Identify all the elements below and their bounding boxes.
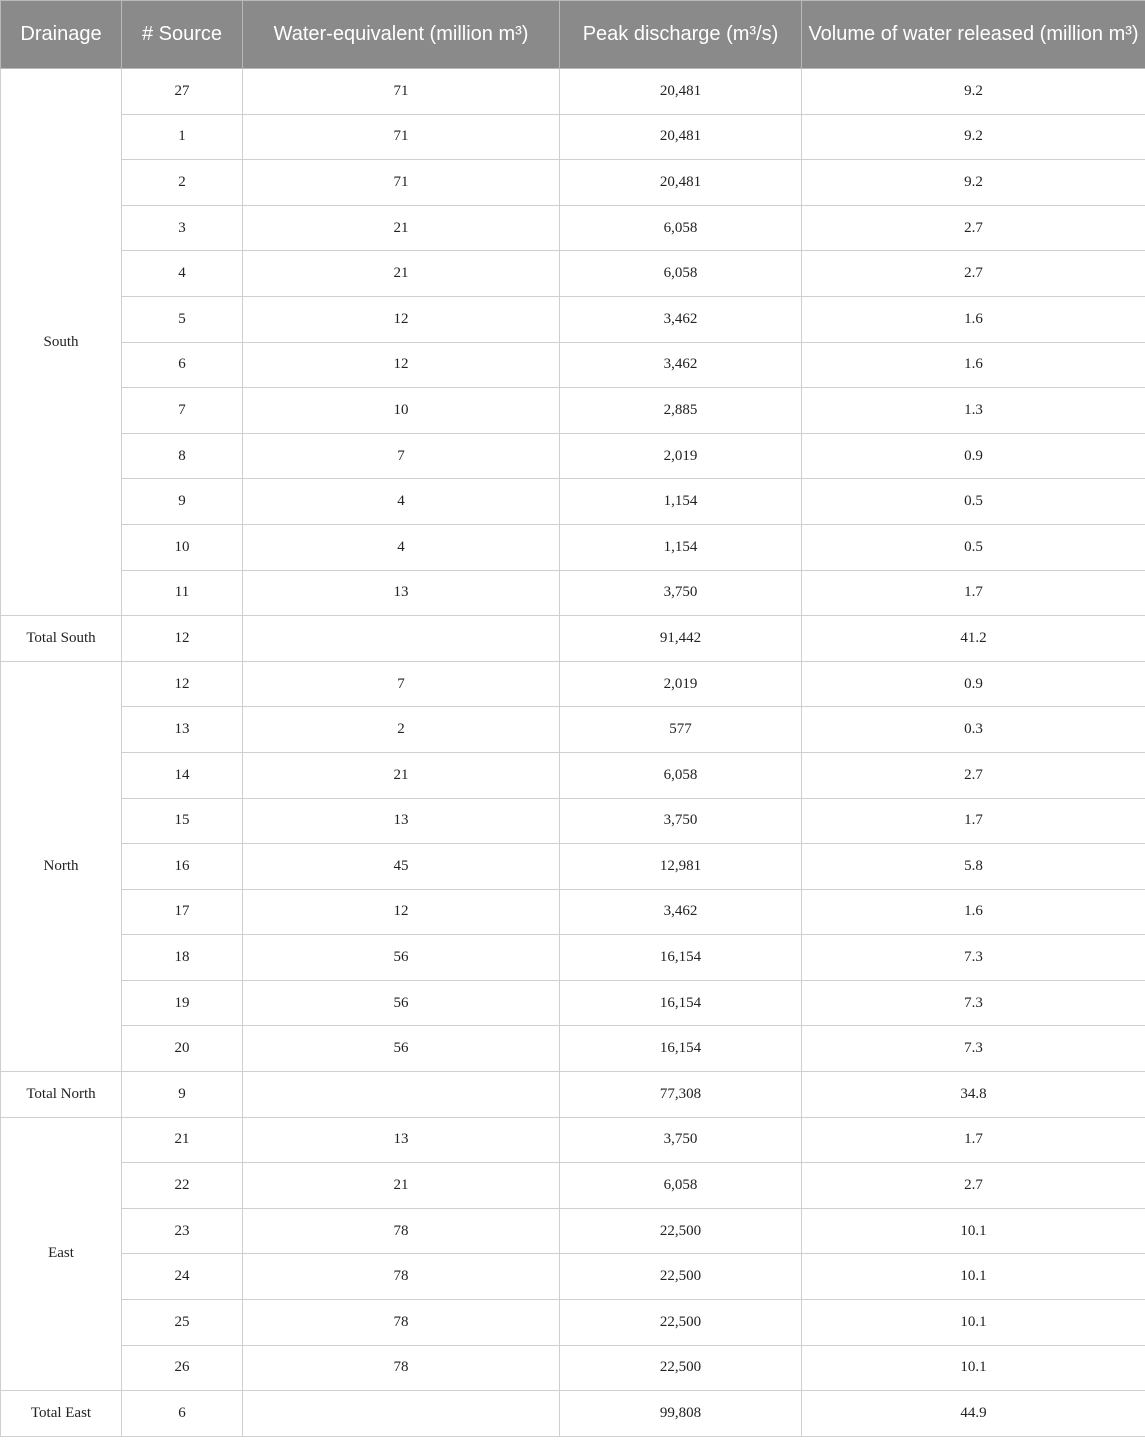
volume-released-cell: 2.7 (802, 205, 1145, 251)
peak-discharge-cell: 2,019 (560, 661, 802, 707)
total-water-equivalent-cell (243, 1072, 560, 1118)
peak-discharge-cell: 3,462 (560, 889, 802, 935)
water-equivalent-cell: 10 (243, 388, 560, 434)
volume-released-cell: 10.1 (802, 1254, 1145, 1300)
peak-discharge-cell: 20,481 (560, 69, 802, 115)
peak-discharge-cell: 577 (560, 707, 802, 753)
table-row (1, 524, 1145, 570)
volume-released-cell: 9.2 (802, 69, 1145, 115)
total-row (1, 616, 1145, 662)
source-cell: 8 (122, 433, 243, 479)
water-equivalent-cell: 71 (243, 114, 560, 160)
header-source: # Source (122, 1, 243, 69)
total-source-count-cell: 12 (122, 616, 243, 662)
water-equivalent-cell: 21 (243, 752, 560, 798)
table-row (1, 342, 1145, 388)
table-row (1, 889, 1145, 935)
header-drainage: Drainage (1, 1, 122, 69)
table-row (1, 205, 1145, 251)
peak-discharge-cell: 6,058 (560, 251, 802, 297)
source-cell: 26 (122, 1345, 243, 1391)
source-cell: 21 (122, 1117, 243, 1163)
total-source-count-cell: 6 (122, 1391, 243, 1437)
volume-released-cell: 1.6 (802, 889, 1145, 935)
source-cell: 24 (122, 1254, 243, 1300)
water-equivalent-cell: 45 (243, 844, 560, 890)
source-cell: 20 (122, 1026, 243, 1072)
table-row (1, 1300, 1145, 1346)
volume-released-cell: 1.7 (802, 1117, 1145, 1163)
volume-released-cell: 7.3 (802, 1026, 1145, 1072)
water-equivalent-cell: 21 (243, 1163, 560, 1209)
table-row (1, 114, 1145, 160)
peak-discharge-cell: 3,750 (560, 798, 802, 844)
source-cell: 15 (122, 798, 243, 844)
table-row (1, 707, 1145, 753)
volume-released-cell: 10.1 (802, 1300, 1145, 1346)
volume-released-cell: 1.7 (802, 798, 1145, 844)
peak-discharge-cell: 16,154 (560, 1026, 802, 1072)
peak-discharge-cell: 3,462 (560, 342, 802, 388)
header-volume-released: Volume of water released (million m³) (802, 1, 1145, 69)
water-equivalent-cell: 13 (243, 570, 560, 616)
total-source-count-cell: 9 (122, 1072, 243, 1118)
table-row (1, 1026, 1145, 1072)
total-water-equivalent-cell (243, 616, 560, 662)
volume-released-cell: 1.6 (802, 342, 1145, 388)
volume-released-cell: 0.9 (802, 661, 1145, 707)
volume-released-cell: 7.3 (802, 935, 1145, 981)
water-equivalent-cell: 56 (243, 935, 560, 981)
volume-released-cell: 1.6 (802, 296, 1145, 342)
source-cell: 3 (122, 205, 243, 251)
water-equivalent-cell: 71 (243, 69, 560, 115)
header-water-equivalent: Water-equivalent (million m³) (243, 1, 560, 69)
peak-discharge-cell: 2,885 (560, 388, 802, 434)
source-cell: 27 (122, 69, 243, 115)
volume-released-cell: 10.1 (802, 1208, 1145, 1254)
volume-released-cell: 0.5 (802, 479, 1145, 525)
volume-released-cell: 7.3 (802, 980, 1145, 1026)
table-row (1, 433, 1145, 479)
volume-released-cell: 0.5 (802, 524, 1145, 570)
peak-discharge-cell: 20,481 (560, 160, 802, 206)
table-row (1, 160, 1145, 206)
water-equivalent-cell: 78 (243, 1208, 560, 1254)
volume-released-cell: 9.2 (802, 160, 1145, 206)
table-row (1, 1254, 1145, 1300)
source-cell: 11 (122, 570, 243, 616)
source-cell: 25 (122, 1300, 243, 1346)
water-equivalent-cell: 7 (243, 433, 560, 479)
water-equivalent-cell: 71 (243, 160, 560, 206)
peak-discharge-cell: 22,500 (560, 1345, 802, 1391)
total-peak-discharge-cell: 77,308 (560, 1072, 802, 1118)
water-equivalent-cell: 12 (243, 889, 560, 935)
volume-released-cell: 2.7 (802, 1163, 1145, 1209)
table-row (1, 798, 1145, 844)
water-equivalent-cell: 4 (243, 524, 560, 570)
peak-discharge-cell: 6,058 (560, 1163, 802, 1209)
table-row (1, 661, 1145, 707)
volume-released-cell: 1.7 (802, 570, 1145, 616)
water-equivalent-cell: 78 (243, 1345, 560, 1391)
header-peak-discharge: Peak discharge (m³/s) (560, 1, 802, 69)
table-row (1, 251, 1145, 297)
water-equivalent-cell: 56 (243, 980, 560, 1026)
table-row (1, 1163, 1145, 1209)
table-row (1, 296, 1145, 342)
peak-discharge-cell: 16,154 (560, 935, 802, 981)
water-equivalent-cell: 13 (243, 1117, 560, 1163)
total-peak-discharge-cell: 91,442 (560, 616, 802, 662)
source-cell: 19 (122, 980, 243, 1026)
volume-released-cell: 9.2 (802, 114, 1145, 160)
total-peak-discharge-cell: 99,808 (560, 1391, 802, 1437)
peak-discharge-cell: 20,481 (560, 114, 802, 160)
source-cell: 10 (122, 524, 243, 570)
source-cell: 23 (122, 1208, 243, 1254)
table-row (1, 570, 1145, 616)
total-volume-released-cell: 44.9 (802, 1391, 1145, 1437)
peak-discharge-cell: 6,058 (560, 205, 802, 251)
volume-released-cell: 2.7 (802, 251, 1145, 297)
water-equivalent-cell: 13 (243, 798, 560, 844)
source-cell: 7 (122, 388, 243, 434)
water-equivalent-cell: 4 (243, 479, 560, 525)
table-row (1, 844, 1145, 890)
peak-discharge-cell: 3,462 (560, 296, 802, 342)
table-row (1, 1345, 1145, 1391)
total-label-cell: Total East (1, 1391, 122, 1437)
peak-discharge-cell: 1,154 (560, 524, 802, 570)
volume-released-cell: 0.3 (802, 707, 1145, 753)
header-row (1, 1, 1145, 69)
water-equivalent-cell: 2 (243, 707, 560, 753)
peak-discharge-cell: 1,154 (560, 479, 802, 525)
peak-discharge-cell: 3,750 (560, 570, 802, 616)
table-header (1, 1, 1145, 69)
peak-discharge-cell: 22,500 (560, 1254, 802, 1300)
table-row (1, 752, 1145, 798)
total-row (1, 1391, 1145, 1437)
table-row (1, 1117, 1145, 1163)
source-cell: 13 (122, 707, 243, 753)
total-label-cell: Total South (1, 616, 122, 662)
volume-released-cell: 2.7 (802, 752, 1145, 798)
water-equivalent-cell: 78 (243, 1254, 560, 1300)
peak-discharge-cell: 22,500 (560, 1208, 802, 1254)
drainage-group-cell: South (1, 69, 122, 616)
source-cell: 4 (122, 251, 243, 297)
table-row (1, 980, 1145, 1026)
source-cell: 16 (122, 844, 243, 890)
table-row (1, 935, 1145, 981)
water-equivalent-cell: 12 (243, 296, 560, 342)
table-body (1, 69, 1145, 1437)
peak-discharge-cell: 2,019 (560, 433, 802, 479)
peak-discharge-cell: 6,058 (560, 752, 802, 798)
volume-released-cell: 1.3 (802, 388, 1145, 434)
water-equivalent-cell: 21 (243, 205, 560, 251)
water-equivalent-cell: 7 (243, 661, 560, 707)
drainage-group-cell: East (1, 1117, 122, 1391)
total-row (1, 1072, 1145, 1118)
volume-released-cell: 5.8 (802, 844, 1145, 890)
source-cell: 1 (122, 114, 243, 160)
table-row (1, 479, 1145, 525)
total-volume-released-cell: 41.2 (802, 616, 1145, 662)
source-cell: 6 (122, 342, 243, 388)
peak-discharge-cell: 16,154 (560, 980, 802, 1026)
volume-released-cell: 0.9 (802, 433, 1145, 479)
water-equivalent-cell: 12 (243, 342, 560, 388)
water-equivalent-cell: 56 (243, 1026, 560, 1072)
source-cell: 2 (122, 160, 243, 206)
total-label-cell: Total North (1, 1072, 122, 1118)
total-water-equivalent-cell (243, 1391, 560, 1437)
table-row (1, 69, 1145, 115)
volume-released-cell: 10.1 (802, 1345, 1145, 1391)
total-volume-released-cell: 34.8 (802, 1072, 1145, 1118)
table-row (1, 1208, 1145, 1254)
peak-discharge-cell: 12,981 (560, 844, 802, 890)
source-cell: 17 (122, 889, 243, 935)
source-cell: 14 (122, 752, 243, 798)
source-cell: 9 (122, 479, 243, 525)
table-row (1, 388, 1145, 434)
source-cell: 12 (122, 661, 243, 707)
water-equivalent-cell: 21 (243, 251, 560, 297)
source-cell: 22 (122, 1163, 243, 1209)
water-equivalent-cell: 78 (243, 1300, 560, 1346)
source-cell: 5 (122, 296, 243, 342)
peak-discharge-cell: 22,500 (560, 1300, 802, 1346)
drainage-group-cell: North (1, 661, 122, 1071)
peak-discharge-cell: 3,750 (560, 1117, 802, 1163)
source-cell: 18 (122, 935, 243, 981)
